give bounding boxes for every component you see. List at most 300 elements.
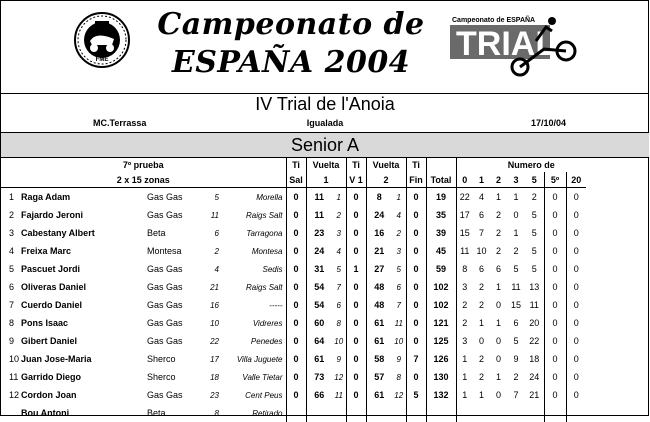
count-3: 1 [507,188,525,207]
vuelta2-points: 61 [366,332,392,350]
count-1: 2 [473,296,490,314]
bib-number: 17 [206,350,219,368]
bike-brand: Gas Gas [147,296,206,314]
count-5: 21 [525,386,544,404]
vuelta2-rank: 9 [392,350,406,368]
table-row [1,188,606,207]
ti-v1-value: 0 [346,278,366,296]
vuelta1-rank: 4 [332,242,346,260]
count-3: 2 [507,368,525,386]
ti-v1-value: 0 [346,188,366,207]
bib-number: 22 [206,332,219,350]
vuelta1-rank: 8 [332,314,346,332]
club-name: Sedis [219,260,286,278]
total-points: 126 [426,350,456,368]
total-points: 102 [426,296,456,314]
ti-sal-value [286,404,306,422]
count-1: 6 [473,260,490,278]
ti-sal-value: 0 [286,206,306,224]
bike-brand: Gas Gas [147,260,206,278]
vuelta2-points: 61 [366,386,392,404]
numero-de-label: Numero de [456,157,606,172]
ti-sal-value: 0 [286,386,306,404]
club-name: Villa Juguete [219,350,286,368]
table-row [1,332,606,350]
count-5: 5 [525,260,544,278]
count-0-label: 0 [456,172,473,188]
vuelta1-points: 64 [306,332,332,350]
count-2: 1 [490,278,507,296]
ti-sal-value: 0 [286,224,306,242]
total-points: 35 [426,206,456,224]
club-name: Raigs Salt [219,206,286,224]
count-5th: 0 [544,314,566,332]
vuelta1-sub: 1 [306,172,346,188]
ti-v1-value [346,404,366,422]
ti-sal-value: 0 [286,350,306,368]
vuelta1-rank: 5 [332,260,346,278]
rider-name: Raga Adam [21,188,147,207]
count-0: 1 [456,386,473,404]
rider-name: Bou Antoni [21,404,147,422]
total-points: 45 [426,242,456,260]
vuelta2-points [366,404,392,422]
bike-brand: Beta [147,404,206,422]
count-5 [525,404,544,422]
vuelta1-points: 54 [306,296,332,314]
count-20: 0 [566,206,586,224]
count-5: 5 [525,224,544,242]
vuelta2-points: 58 [366,350,392,368]
vuelta1-rank: 10 [332,332,346,350]
count-3: 1 [507,224,525,242]
count-1: 1 [473,314,490,332]
vuelta2-sub: 2 [366,172,406,188]
vuelta2-points: 16 [366,224,392,242]
count-2: 1 [490,368,507,386]
count-2: 6 [490,260,507,278]
vuelta1-rank: 9 [332,350,346,368]
ti-sal-value: 0 [286,242,306,260]
bib-number: 21 [206,278,219,296]
ti-fin-value: 5 [406,386,426,404]
rider-name: Cabestany Albert [21,224,147,242]
total-points [426,404,456,422]
count-5: 5 [525,206,544,224]
ti-v1-sub: V 1 [346,172,366,188]
vuelta2-rank [392,404,406,422]
total-points: 19 [426,188,456,207]
vuelta2-points: 48 [366,278,392,296]
count-5: 24 [525,368,544,386]
vuelta2-rank: 10 [392,332,406,350]
count-2 [490,404,507,422]
count-3: 5 [507,260,525,278]
vuelta1-rank: 12 [332,368,346,386]
count-5th: 0 [544,278,566,296]
pos-cell: 9 [1,332,21,350]
vuelta2-rank: 3 [392,242,406,260]
ti-sal-value: 0 [286,314,306,332]
count-5: 5 [525,242,544,260]
bib-number: 16 [206,296,219,314]
count-0: 22 [456,188,473,207]
vuelta1-label: Vuelta [306,157,346,172]
prueba-label: 7º prueba [1,157,286,172]
ti-sal-sub: Sal [286,172,306,188]
total-points: 39 [426,224,456,242]
organizer: MC.Terrassa [93,115,146,131]
bib-number: 2 [206,242,219,260]
total-points: 59 [426,260,456,278]
ti-v1-value: 0 [346,368,366,386]
count-1: 4 [473,188,490,207]
rider-name: Gibert Daniel [21,332,147,350]
ti-fin-value: 7 [406,350,426,368]
bike-brand: Beta [147,224,206,242]
count-20: 0 [566,242,586,260]
total-points: 102 [426,278,456,296]
count-5th: 0 [544,332,566,350]
count-5th: 0 [544,296,566,314]
rider-name: Cuerdo Daniel [21,296,147,314]
count-1: 2 [473,278,490,296]
count-20: 0 [566,368,586,386]
vuelta2-points: 24 [366,206,392,224]
count-2: 0 [490,386,507,404]
club-name: Valle Tietar [219,368,286,386]
count-1: 0 [473,332,490,350]
count-20: 0 [566,386,586,404]
bike-brand: Gas Gas [147,332,206,350]
count-5: 2 [525,188,544,207]
title-line-2: ESPAÑA 2004 [151,45,431,80]
vuelta1-rank: 2 [332,206,346,224]
vuelta2-rank: 5 [392,260,406,278]
ti-sal-value: 0 [286,188,306,207]
results-body [1,188,606,422]
club-name: Penedes [219,332,286,350]
total-points: 121 [426,314,456,332]
bike-brand: Gas Gas [147,206,206,224]
bib-number: 18 [206,368,219,386]
table-row [1,278,606,296]
event-date: 17/10/04 [531,115,566,131]
pos-cell: 3 [1,224,21,242]
ti-v1-value: 0 [346,206,366,224]
ti-fin-value: 0 [406,368,426,386]
vuelta2-points: 48 [366,296,392,314]
bib-number: 23 [206,386,219,404]
ti-v1-value: 0 [346,224,366,242]
ti-sal-value: 0 [286,368,306,386]
vuelta1-rank: 3 [332,224,346,242]
count-20: 0 [566,278,586,296]
count-3-label: 3 [507,172,525,188]
results-table [1,157,606,422]
count-3: 0 [507,206,525,224]
ti-v1-value: 0 [346,296,366,314]
count-1: 10 [473,242,490,260]
svg-text:FME: FME [96,57,109,63]
count-2: 0 [490,350,507,368]
vuelta1-points: 60 [306,314,332,332]
vuelta1-rank: 11 [332,386,346,404]
table-row [1,260,606,278]
count-3 [507,404,525,422]
count-5th: 0 [544,224,566,242]
zonas-label: 2 x 15 zonas [1,172,286,188]
ti-fin-value: 0 [406,260,426,278]
count-2: 2 [490,206,507,224]
count-2: 2 [490,224,507,242]
vuelta2-rank: 8 [392,368,406,386]
ti-fin-sub: Fin [406,172,426,188]
vuelta2-points: 21 [366,242,392,260]
count-0: 1 [456,368,473,386]
vuelta1-rank: 1 [332,188,346,207]
count-20: 0 [566,224,586,242]
count-5th: 0 [544,188,566,207]
table-row [1,206,606,224]
count-20-label: 20 [566,172,586,188]
count-5: 22 [525,332,544,350]
table-row [1,314,606,332]
rider-name: Garrido Diego [21,368,147,386]
rider-name: Freixa Marc [21,242,147,260]
club-name: Tarragona [219,224,286,242]
count-3: 2 [507,242,525,260]
ti-fin-value: 0 [406,188,426,207]
ti-v1-value: 1 [346,260,366,278]
vuelta1-points: 11 [306,206,332,224]
count-20: 0 [566,332,586,350]
bike-brand: Montesa [147,242,206,260]
ti-fin-label: Ti [406,157,426,172]
category-title: Senior A [1,132,649,158]
count-3: 6 [507,314,525,332]
bib-number: 6 [206,224,219,242]
club-name: ----- [219,296,286,314]
ti-sal-label: Ti [286,157,306,172]
pos-cell [1,404,21,422]
event-title: IV Trial de l'Anoia [1,93,649,115]
ti-sal-value: 0 [286,278,306,296]
total-label: Total [426,172,456,188]
club-name: Montesa [219,242,286,260]
pos-cell: 1 [1,188,21,207]
vuelta2-rank: 11 [392,314,406,332]
count-1 [473,404,490,422]
count-0: 2 [456,314,473,332]
ti-fin-value: 0 [406,332,426,350]
bike-brand: Sherco [147,368,206,386]
vuelta1-rank: 7 [332,278,346,296]
bike-brand: Gas Gas [147,386,206,404]
vuelta1-points: 31 [306,260,332,278]
count-5-label: 5 [525,172,544,188]
header [1,1,649,94]
vuelta2-label: Vuelta [366,157,406,172]
count-3: 11 [507,278,525,296]
count-0: 3 [456,332,473,350]
count-0: 11 [456,242,473,260]
vuelta2-points: 57 [366,368,392,386]
table-row [1,224,606,242]
count-1: 2 [473,368,490,386]
count-20: 0 [566,314,586,332]
trial-logo-icon [448,11,580,77]
count-5th: 0 [544,260,566,278]
vuelta2-rank: 4 [392,206,406,224]
table-row [1,296,606,314]
count-1: 1 [473,386,490,404]
table-row [1,368,606,386]
count-5: 18 [525,350,544,368]
rider-name: Pons Isaac [21,314,147,332]
count-5th [544,404,566,422]
count-3: 9 [507,350,525,368]
rider-name: Fajardo Jeroni [21,206,147,224]
count-20: 0 [566,260,586,278]
rider-name: Juan Jose-Maria [21,350,147,368]
pos-cell: 4 [1,242,21,260]
table-row [1,386,606,404]
vuelta1-points [306,404,332,422]
count-20: 0 [566,188,586,207]
count-2: 0 [490,296,507,314]
bib-number: 11 [206,206,219,224]
count-1: 7 [473,224,490,242]
svg-text:Campeonato de ESPAÑA: Campeonato de ESPAÑA [452,15,535,24]
count-5: 11 [525,296,544,314]
ti-v1-value: 0 [346,386,366,404]
vuelta1-points: 23 [306,224,332,242]
bike-brand: Gas Gas [147,278,206,296]
vuelta2-points: 61 [366,314,392,332]
ti-fin-value: 0 [406,278,426,296]
table-header [1,157,606,188]
pos-cell: 5 [1,260,21,278]
vuelta2-rank: 7 [392,296,406,314]
count-3: 5 [507,332,525,350]
count-5: 20 [525,314,544,332]
vuelta2-points: 8 [366,188,392,207]
count-1-label: 1 [473,172,490,188]
bike-brand: Gas Gas [147,314,206,332]
bike-brand: Sherco [147,350,206,368]
bib-number: 5 [206,188,219,207]
vuelta1-rank [332,404,346,422]
vuelta1-points: 66 [306,386,332,404]
ti-v1-label: Ti [346,157,366,172]
vuelta1-points: 24 [306,242,332,260]
bib-number: 8 [206,404,219,422]
count-2-label: 2 [490,172,507,188]
count-2: 1 [490,314,507,332]
total-points: 130 [426,368,456,386]
pos-cell: 2 [1,206,21,224]
rider-name: Cordon Joan [21,386,147,404]
vuelta1-rank: 6 [332,296,346,314]
ti-fin-value: 0 [406,314,426,332]
count-0: 8 [456,260,473,278]
count-5th: 0 [544,242,566,260]
club-name: Morella [219,188,286,207]
vuelta2-rank: 6 [392,278,406,296]
ti-fin-value: 0 [406,242,426,260]
vuelta1-points: 73 [306,368,332,386]
pos-cell: 8 [1,314,21,332]
vuelta1-points: 61 [306,350,332,368]
count-3: 7 [507,386,525,404]
vuelta2-rank: 1 [392,188,406,207]
ti-fin-value: 0 [406,206,426,224]
ti-sal-value: 0 [286,332,306,350]
club-name: Cent Peus [219,386,286,404]
vuelta2-points: 27 [366,260,392,278]
count-20 [566,404,586,422]
pos-cell: 12 [1,386,21,404]
vuelta1-points: 54 [306,278,332,296]
ti-fin-value: 0 [406,296,426,314]
count-0: 15 [456,224,473,242]
count-5th: 0 [544,350,566,368]
vuelta2-rank: 2 [392,224,406,242]
count-0: 17 [456,206,473,224]
ti-v1-value: 0 [346,332,366,350]
count-1: 6 [473,206,490,224]
pos-cell: 10 [1,350,21,368]
bib-number: 4 [206,260,219,278]
count-5th: 0 [544,386,566,404]
club-name: Vidreres [219,314,286,332]
table-row [1,404,606,422]
bib-number: 10 [206,314,219,332]
title-line-1: Campeonato de [151,7,431,42]
count-0: 3 [456,278,473,296]
ti-v1-value: 0 [346,350,366,368]
club-name: Raigs Salt [219,278,286,296]
bike-brand: Gas Gas [147,188,206,207]
table-row [1,350,606,368]
ti-fin-value: 0 [406,224,426,242]
count-2: 1 [490,188,507,207]
count-0: 2 [456,296,473,314]
ti-v1-value: 0 [346,242,366,260]
count-3: 15 [507,296,525,314]
rider-name: Oliveras Daniel [21,278,147,296]
table-row [1,242,606,260]
vuelta1-points: 11 [306,188,332,207]
count-20: 0 [566,350,586,368]
federation-emblem-icon [73,11,131,69]
count-5th: 0 [544,368,566,386]
club-name: Retirado [219,404,286,422]
count-5th-label: 5º [544,172,566,188]
ti-sal-value: 0 [286,296,306,314]
rider-name: Pascuet Jordi [21,260,147,278]
pos-cell: 6 [1,278,21,296]
location: Igualada [1,115,649,131]
vuelta2-rank: 12 [392,386,406,404]
ti-v1-value: 0 [346,314,366,332]
pos-cell: 11 [1,368,21,386]
count-1: 2 [473,350,490,368]
svg-text:TRIAL: TRIAL [456,25,556,63]
total-points: 125 [426,332,456,350]
pos-cell: 7 [1,296,21,314]
